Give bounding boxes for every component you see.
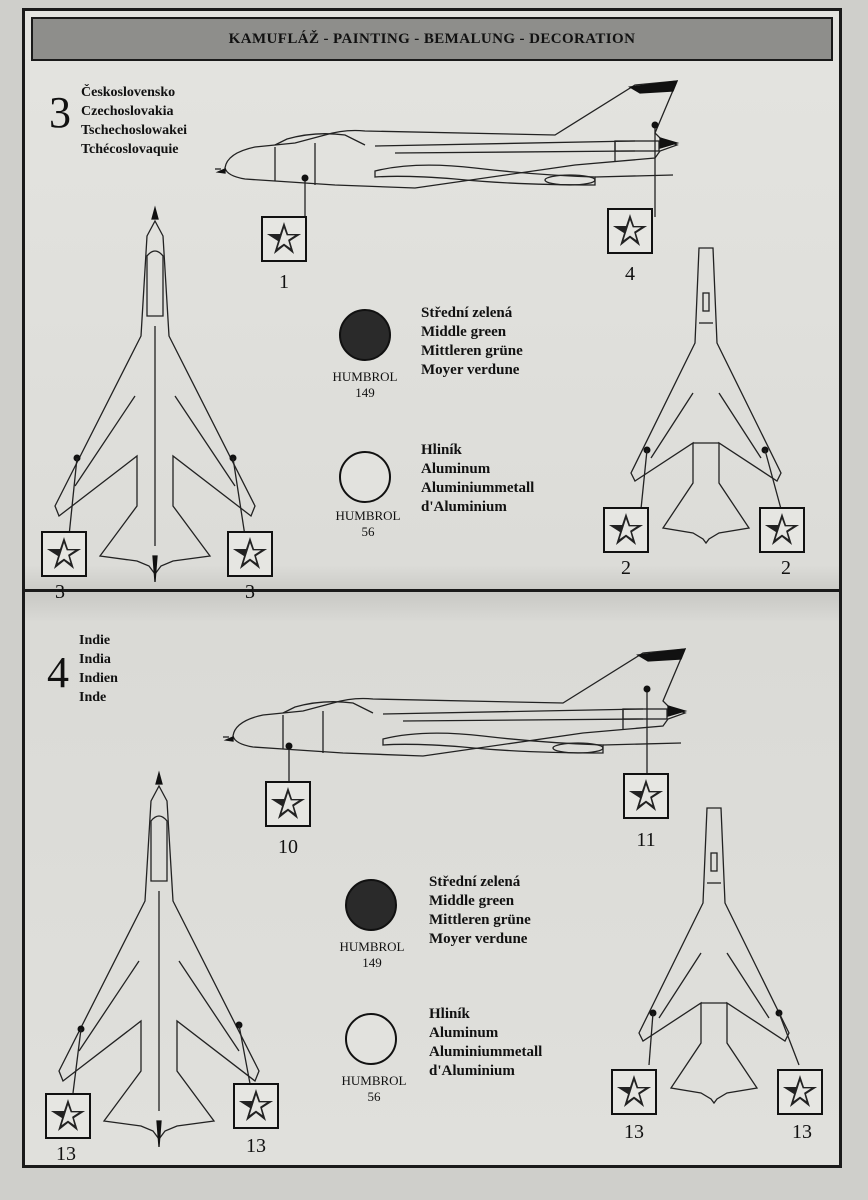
country-name-de: Tschechoslowakei — [81, 123, 188, 138]
decal-star-side-front — [261, 216, 307, 262]
country-names — [81, 83, 187, 159]
decal-star-top-left — [41, 531, 87, 577]
country-name-en: India — [79, 652, 111, 667]
paint-names-aluminum: Hliník Aluminum Aluminiummetall d'Aluminium — [421, 442, 535, 515]
paint-names-middle-green: Střední zelená Middle green Mittleren grüne Moyer verdune — [429, 874, 531, 947]
decal-star-side-front — [265, 781, 311, 827]
instruction-sheet — [22, 8, 842, 1168]
paint-swatch-middle-green — [345, 879, 397, 931]
decal-star-bottom-right — [777, 1069, 823, 1115]
decal-number: 2 — [781, 557, 791, 579]
sheet-header — [31, 17, 833, 61]
decal-number: 13 — [56, 1143, 76, 1165]
paint-code-149: HUMBROL 149 — [332, 369, 398, 400]
aircraft-bottom-view — [621, 243, 791, 543]
country-name-fr: Tchécoslovaquie — [81, 142, 179, 157]
decal-number: 3 — [245, 581, 255, 603]
paint-code-149: HUMBROL 149 — [339, 939, 405, 970]
decal-star-top-right — [227, 531, 273, 577]
decal-number: 1 — [279, 271, 289, 293]
aircraft-bottom-view — [629, 803, 799, 1103]
country-names — [79, 631, 118, 707]
decal-star-bottom-right — [759, 507, 805, 553]
paint-names-aluminum: Hliník Aluminum Aluminiummetall d'Aluminium — [429, 1006, 543, 1079]
country-name-cz: Indie — [79, 633, 111, 648]
decal-number: 13 — [792, 1121, 812, 1143]
decal-star-bottom-left — [611, 1069, 657, 1115]
decal-number: 4 — [625, 263, 635, 285]
decal-number: 10 — [278, 836, 298, 858]
scheme-number: 3 — [49, 88, 71, 137]
decal-number: 2 — [621, 557, 631, 579]
decal-star-bottom-left — [603, 507, 649, 553]
decal-number: 13 — [624, 1121, 644, 1143]
paint-names-middle-green: Střední zelená Middle green Mittleren grüne Moyer verdune — [421, 305, 523, 378]
scheme-number: 4 — [47, 648, 69, 697]
country-name-fr: Inde — [79, 690, 107, 705]
aircraft-side-view — [223, 641, 693, 771]
paint-swatch-aluminum — [345, 1013, 397, 1065]
country-name-de: Indien — [79, 671, 118, 686]
decal-star-top-right — [233, 1083, 279, 1129]
aircraft-top-view — [59, 781, 259, 1141]
country-name-en: Czechoslovakia — [81, 104, 174, 119]
country-name-cz: Československo — [81, 85, 176, 100]
decal-number: 11 — [636, 829, 656, 851]
paint-code-56: HUMBROL 56 — [341, 1073, 407, 1104]
decal-number: 3 — [55, 581, 65, 603]
paint-code-56: HUMBROL 56 — [335, 508, 401, 539]
header-title: KAMUFLÁŽ - PAINTING - BEMALUNG - DECORATION — [228, 30, 636, 47]
paint-swatch-middle-green — [339, 309, 391, 361]
aircraft-side-view — [215, 73, 685, 203]
paint-swatch-aluminum — [339, 451, 391, 503]
aircraft-top-view — [55, 216, 255, 576]
decal-number: 13 — [246, 1135, 266, 1157]
decal-star-top-left — [45, 1093, 91, 1139]
section-divider — [25, 589, 839, 592]
